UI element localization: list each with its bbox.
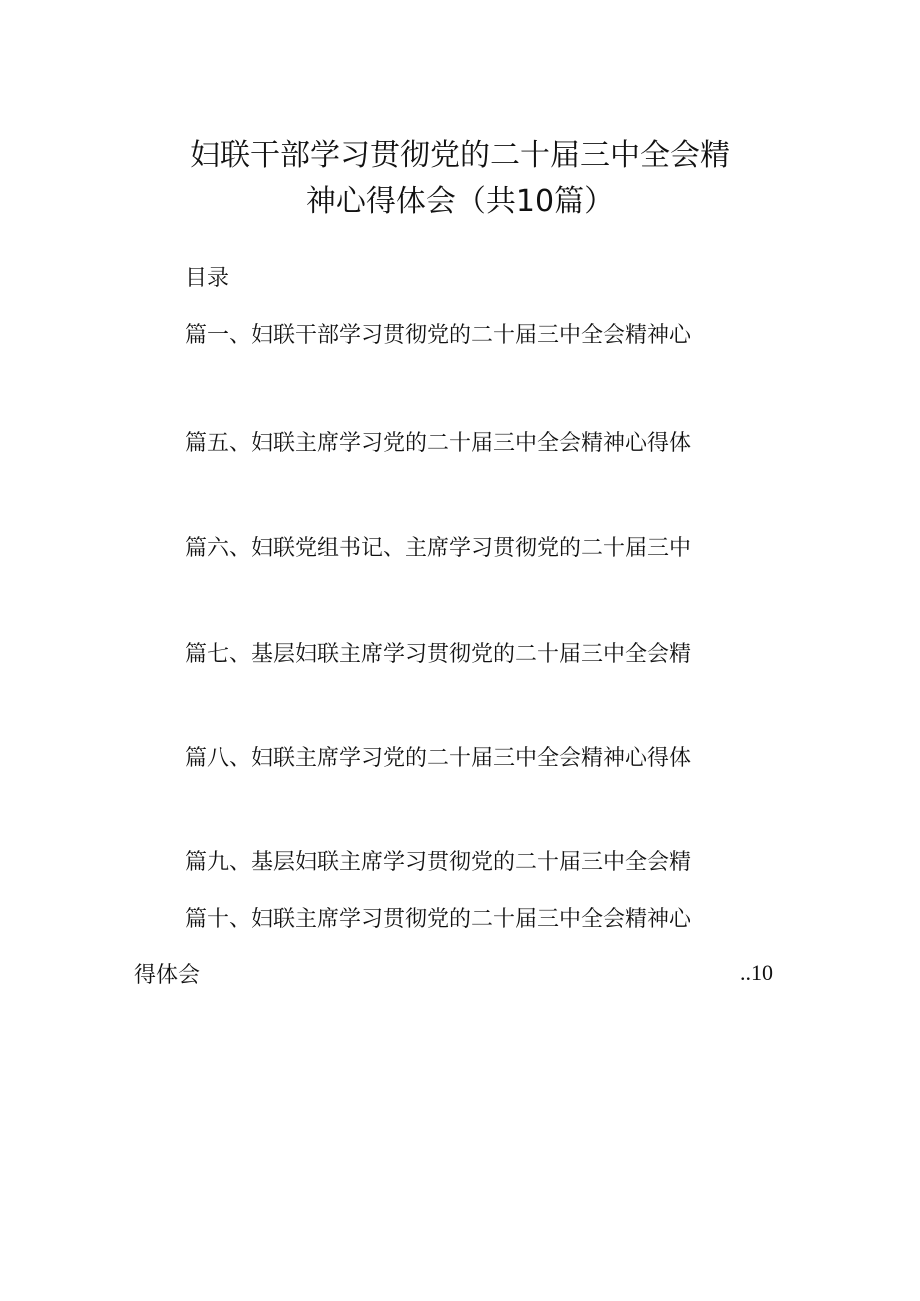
document-title-line-2: 神心得体会（共10篇） [305,184,615,219]
toc-item-5[interactable]: 篇五、妇联主席学习党的二十届三中全会精神心得体 [185,431,692,456]
toc-heading: 目录 [185,266,230,291]
toc-item-10-continuation[interactable]: 得体会 [134,963,201,988]
toc-item-7[interactable]: 篇七、基层妇联主席学习贯彻党的二十届三中全会精 [185,642,692,667]
document-title-line-1: 妇联干部学习贯彻党的二十届三中全会精 [190,138,730,173]
toc-item-10[interactable]: 篇十、妇联主席学习贯彻党的二十届三中全会精神心 [185,907,692,932]
toc-item-10-page-number: ..10 [740,960,773,985]
toc-item-9[interactable]: 篇九、基层妇联主席学习贯彻党的二十届三中全会精 [185,850,692,875]
toc-item-6[interactable]: 篇六、妇联党组书记、主席学习贯彻党的二十届三中 [185,536,692,561]
toc-item-8[interactable]: 篇八、妇联主席学习党的二十届三中全会精神心得体 [185,746,692,771]
toc-item-1[interactable]: 篇一、妇联干部学习贯彻党的二十届三中全会精神心 [185,323,692,348]
